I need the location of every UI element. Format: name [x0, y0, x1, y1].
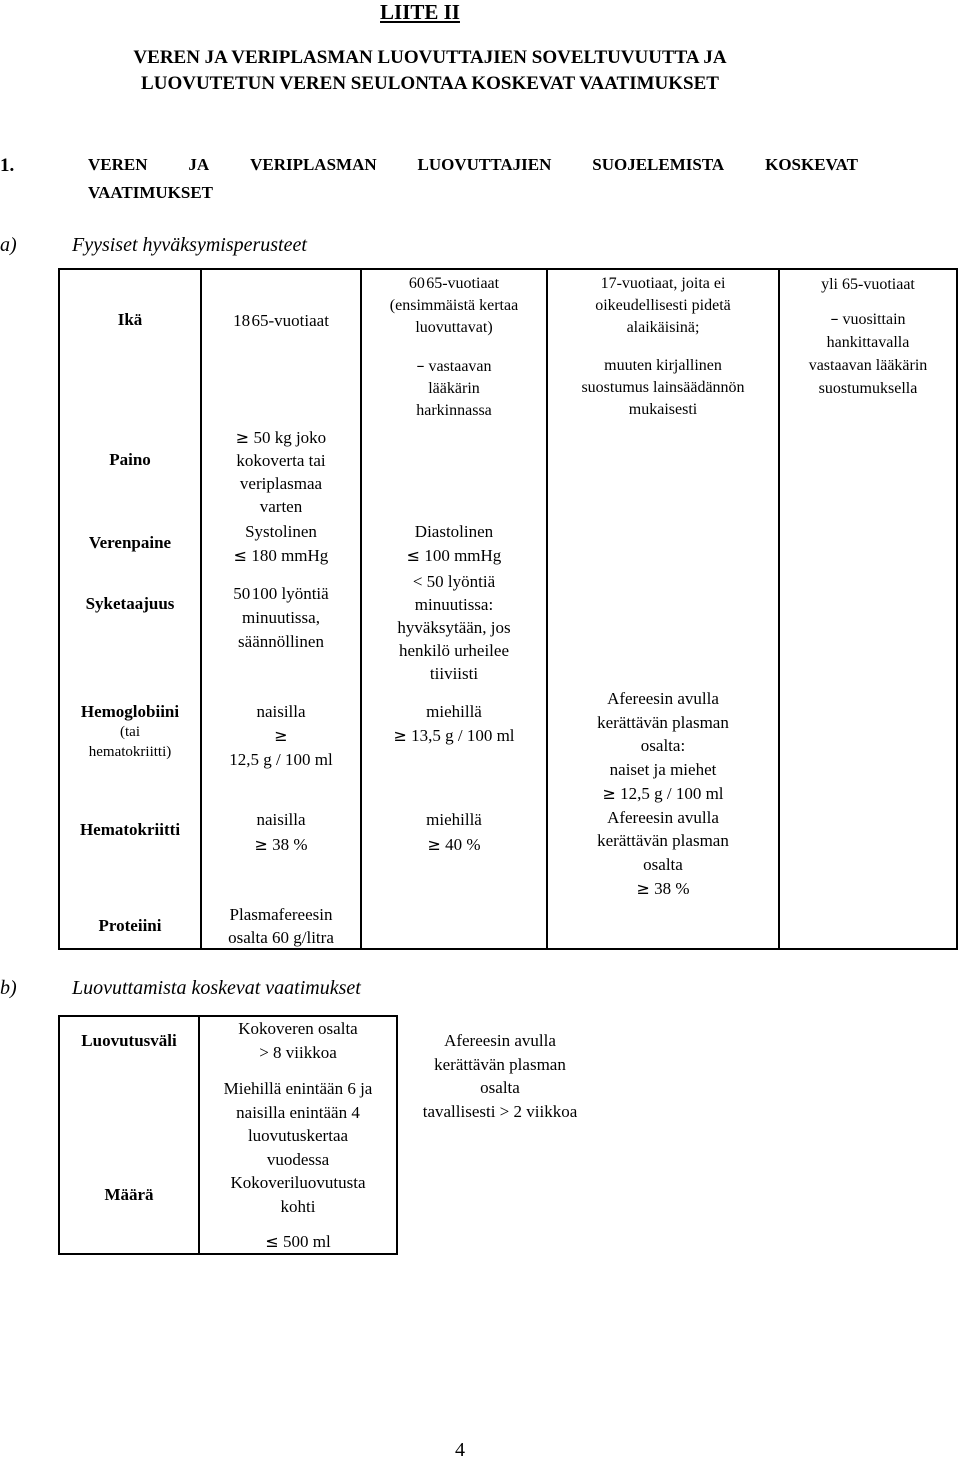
- weight-requirement: [202, 426, 360, 518]
- row-label-hematocrit: Hematokriitti: [79, 820, 181, 839]
- discretion-line: vastaavan: [428, 358, 492, 375]
- low-pulse-line: minuutissa:: [414, 595, 494, 614]
- section-b-marker: b): [0, 977, 17, 999]
- age-first-time-line: (ensimmäistä kertaa: [389, 297, 519, 314]
- discretion-line: harkinnassa: [416, 402, 492, 419]
- apheresis-line: Afereesin avulla: [607, 689, 719, 708]
- over-65-line: vastaavan lääkärin: [808, 357, 928, 374]
- pulse-requirement: [202, 582, 360, 654]
- over-65-line: vuosittain: [842, 311, 906, 328]
- age-first-time-line: 60 65-vuotiaat: [408, 275, 500, 292]
- geq-symbol: ≥: [427, 835, 441, 854]
- section-b-title: Luovuttamista koskevat vaatimukset: [72, 977, 361, 999]
- age-17-minors: [548, 273, 778, 339]
- hemoglobin-sub-label: (tai: [120, 724, 140, 740]
- hemoglobin-men-label: miehillä: [426, 702, 482, 721]
- row-label-protein: Proteiini: [98, 916, 162, 935]
- section-1-word: SUOJELEMISTA: [592, 155, 725, 174]
- annual-limit-line: Kokoveriluovutusta: [230, 1173, 366, 1192]
- row-label-weight: Paino: [109, 450, 151, 469]
- annual-limit-line: Miehillä enintään 6 ja: [223, 1079, 373, 1098]
- systolic-label: Systolinen: [245, 522, 317, 541]
- hemoglobin-label: Hemoglobiini: [80, 702, 180, 721]
- age-over-65: [780, 273, 956, 400]
- section-a-marker: a): [0, 234, 17, 256]
- annual-limit-line: vuodessa: [266, 1149, 330, 1169]
- apheresis-line: osalta: [643, 854, 683, 874]
- weight-line: veriplasmaa: [239, 474, 323, 493]
- hemoglobin-women-value: 12,5 g / 100 ml: [229, 750, 333, 769]
- pulse-line: minuutissa,: [242, 608, 320, 627]
- leq-symbol: ≤: [233, 546, 248, 565]
- row-label-blood-pressure: Verenpaine: [88, 533, 172, 552]
- donation-volume-value: 500 ml: [282, 1232, 331, 1251]
- age-range-first-time: [362, 273, 546, 339]
- low-pulse-line: hyväksytään, jos: [397, 618, 511, 637]
- section-1-heading-line-2: VAATIMUKSET: [88, 183, 214, 202]
- age-physician-discretion: [362, 355, 546, 422]
- protein-line: osalta 60 g/litra: [228, 928, 334, 947]
- donation-volume: [200, 1232, 396, 1252]
- over-65-heading: yli 65-vuotiaat: [821, 276, 915, 293]
- diastolic-label: Diastolinen: [414, 522, 494, 541]
- hemoglobin-men: [362, 700, 546, 748]
- whole-blood-interval: [200, 1017, 396, 1065]
- row-label-age: Ikä: [117, 310, 143, 329]
- age-17-line: alaikäisinä;: [626, 319, 700, 336]
- document-title: [0, 45, 860, 97]
- row-label-amount: Määrä: [104, 1185, 154, 1204]
- table-a-border-bottom: [58, 948, 958, 950]
- pulse-line: säännöllinen: [238, 632, 324, 651]
- geq-symbol: ≥: [274, 726, 288, 745]
- age-17-line: oikeudellisesti pidetä: [595, 297, 731, 314]
- geq-symbol: ≥: [235, 428, 250, 447]
- apheresis-hct-value: 38 %: [654, 878, 690, 898]
- low-pulse-line: tiiviisti: [429, 664, 479, 683]
- section-1-number: 1.: [0, 155, 15, 176]
- weight-line: kokoverta tai: [236, 451, 326, 470]
- section-1-word: VERIPLASMAN: [250, 155, 377, 174]
- table-a-border-top: [58, 268, 958, 270]
- section-1-heading: [88, 155, 858, 175]
- dash-symbol: –: [416, 356, 425, 375]
- hematocrit-women: [202, 807, 360, 857]
- age-range-standard: 18 65-vuotiaat: [233, 311, 329, 330]
- apheresis-line: osalta:: [640, 736, 686, 756]
- apheresis-interval-line: tavallisesti > 2 viikkoa: [422, 1101, 578, 1121]
- pulse-line: 50 100 lyöntiä: [233, 584, 329, 603]
- discretion-line: lääkärin: [428, 380, 480, 397]
- annual-limit-line: luovutuskertaa: [247, 1126, 349, 1145]
- table-b-border-bottom: [58, 1253, 398, 1255]
- whole-blood-line: > 8 viikkoa: [259, 1043, 337, 1062]
- over-65-line: hankittavalla: [826, 334, 910, 351]
- hematocrit-men: [362, 807, 546, 857]
- hematocrit-men-value: 40 %: [445, 835, 481, 854]
- consent-line: suostumus lainsäädännön: [581, 379, 745, 396]
- section-1-word: JA: [188, 155, 210, 174]
- over-65-line: suostumuksella: [818, 380, 918, 397]
- apheresis-interval-line: kerättävän plasman: [434, 1054, 566, 1074]
- annual-limit-line: naisilla enintään 4: [236, 1102, 360, 1122]
- apheresis-interval-line: Afereesin avulla: [444, 1031, 556, 1050]
- table-b-border-left: [58, 1015, 60, 1255]
- section-a-title: Fyysiset hyväksymisperusteet: [72, 234, 307, 256]
- annual-donation-limit: [200, 1077, 396, 1218]
- weight-line: 50 kg joko: [253, 428, 327, 447]
- low-pulse-exception: [362, 570, 546, 685]
- apheresis-line: kerättävän plasman: [597, 712, 729, 732]
- section-1-word: KOSKEVAT: [765, 155, 858, 174]
- apheresis-interval-line: osalta: [480, 1078, 520, 1097]
- apheresis-plasma-requirements: [548, 687, 778, 900]
- row-label-donation-interval: Luovutusväli: [81, 1031, 177, 1050]
- hematocrit-women-value: 38 %: [272, 835, 308, 854]
- geq-symbol: ≥: [254, 835, 268, 854]
- low-pulse-line: henkilö urheilee: [399, 641, 509, 660]
- hemoglobin-men-value: 13,5 g / 100 ml: [411, 726, 515, 745]
- page-number: 4: [455, 1439, 465, 1461]
- table-a-border-right: [956, 268, 958, 950]
- apheresis-line: Afereesin avulla: [607, 807, 719, 827]
- low-pulse-line: < 50 lyöntiä: [412, 572, 496, 591]
- geq-symbol: ≥: [393, 726, 407, 745]
- section-1-word: LUOVUTTAJIEN: [417, 155, 552, 174]
- annual-limit-line: kohti: [280, 1196, 316, 1216]
- dash-symbol: –: [830, 309, 839, 328]
- annex-label: LIITE II: [380, 0, 460, 24]
- age-first-time-line: luovuttavat): [415, 319, 493, 336]
- weight-line: varten: [259, 497, 303, 516]
- hemoglobin-women-label: naisilla: [256, 702, 306, 721]
- row-label-hemoglobin: [60, 702, 200, 762]
- consent-line: mukaisesti: [628, 401, 698, 418]
- hemoglobin-sub-label: hematokriitti): [88, 744, 172, 760]
- diastolic-value: 100 mmHg: [424, 546, 502, 565]
- apheresis-line: naiset ja miehet: [609, 760, 717, 780]
- age-17-consent: [548, 355, 778, 421]
- geq-symbol: ≥: [602, 783, 616, 803]
- whole-blood-line: Kokoveren osalta: [238, 1019, 358, 1038]
- title-line-2: LUOVUTETUN VEREN SEULONTAA KOSKEVAT VAATIMUKSET: [141, 73, 719, 94]
- hematocrit-men-label: miehillä: [426, 810, 482, 829]
- age-17-line: 17-vuotiaat, joita ei: [600, 275, 726, 292]
- leq-symbol: ≤: [406, 546, 421, 565]
- hematocrit-women-label: naisilla: [256, 810, 306, 829]
- apheresis-interval: [398, 1029, 602, 1123]
- geq-symbol: ≥: [636, 878, 650, 898]
- systolic-requirement: [202, 520, 360, 568]
- apheresis-line: kerättävän plasman: [597, 831, 729, 851]
- leq-symbol: ≤: [265, 1232, 279, 1251]
- title-line-1: VEREN JA VERIPLASMAN LUOVUTTAJIEN SOVELTUVUUTTA JA: [133, 47, 727, 68]
- row-label-pulse: Syketaajuus: [85, 594, 175, 613]
- systolic-value: 180 mmHg: [251, 546, 329, 565]
- diastolic-requirement: [362, 520, 546, 568]
- consent-line: muuten kirjallinen: [604, 357, 722, 374]
- section-1-word: VEREN: [88, 155, 148, 174]
- hemoglobin-women: [202, 700, 360, 772]
- protein-line: Plasmafereesin: [229, 905, 333, 924]
- apheresis-hb-value: 12,5 g / 100 ml: [620, 783, 724, 803]
- protein-requirement: [202, 903, 360, 949]
